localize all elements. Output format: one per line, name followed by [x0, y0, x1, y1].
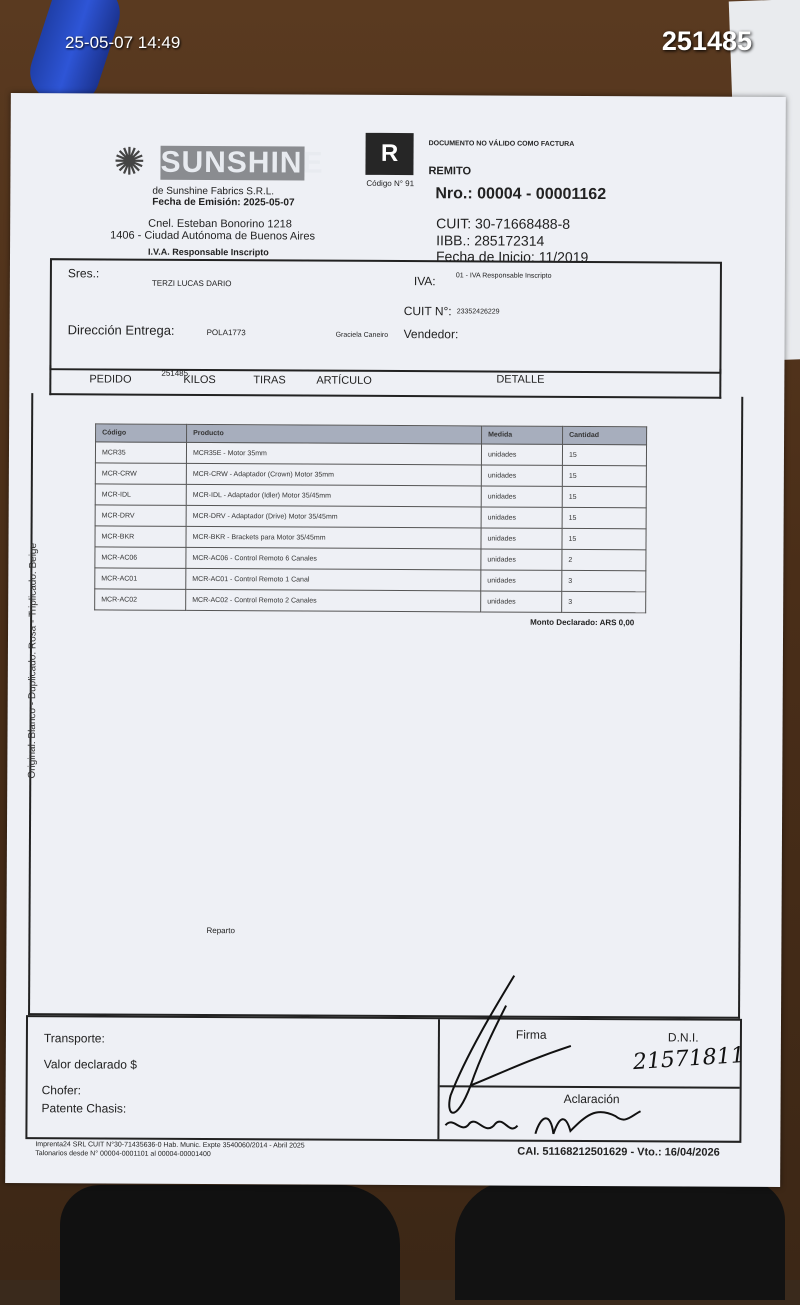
customer-box: [49, 258, 722, 374]
doc-number: Nro.: 00004 - 00001162: [435, 185, 607, 204]
cell-cantidad: 15: [562, 465, 646, 486]
cell-producto: MCR-CRW - Adaptador (Crown) Motor 35mm: [186, 463, 481, 486]
table-row: [95, 568, 646, 592]
handwritten-dni: 21571811: [632, 1042, 746, 1076]
cell-medida: unidades: [481, 486, 562, 507]
right-shoe: [455, 1180, 785, 1300]
company-address-line2: 1406 - Ciudad Autónoma de Buenos Aires: [110, 229, 316, 243]
cell-codigo: MCR35: [95, 442, 186, 463]
doc-iibb: IIBB.: 285172314: [436, 232, 545, 249]
cai-info: CAI. 51168212501629 - Vto.: 16/04/2026: [517, 1145, 720, 1159]
table-row: [95, 505, 646, 529]
firma-label: Firma: [515, 1027, 547, 1042]
doc-type: REMITO: [428, 165, 472, 178]
header-cantidad: Cantidad: [563, 426, 647, 444]
sun-logo-icon: ✺: [113, 141, 146, 184]
cell-medida: unidades: [481, 528, 562, 549]
address-value: POLA1773: [206, 328, 246, 338]
cell-codigo: MCR-AC02: [95, 589, 186, 610]
not-valid-notice: DOCUMENTO NO VÁLIDO COMO FACTURA: [428, 140, 575, 148]
cell-producto: MCR-DRV - Adaptador (Drive) Motor 35/45mm: [186, 505, 481, 528]
cell-producto: MCR-AC01 - Control Remoto 1 Canal: [186, 568, 481, 591]
photo-timestamp: 25-05-07 14:49: [65, 33, 181, 52]
table-row: [95, 484, 646, 508]
valor-declarado-label: Valor declarado $: [43, 1057, 137, 1072]
items-table: [94, 423, 647, 613]
detalle-label: DETALLE: [496, 373, 545, 386]
cell-cantidad: 15: [562, 507, 646, 528]
table-row: [95, 589, 646, 613]
patente-label: Patente Chasis:: [41, 1101, 127, 1116]
cell-medida: unidades: [481, 444, 562, 465]
iva-value: 01 - IVA Responsable Inscripto: [455, 272, 552, 280]
cell-cantidad: 3: [562, 591, 646, 612]
signature-scribble: [425, 965, 726, 1147]
tiras-label: TIRAS: [253, 374, 286, 387]
cell-producto: MCR-IDL - Adaptador (Idler) Motor 35/45mm: [186, 484, 481, 507]
company-logo: SUNSHINE: [160, 145, 324, 180]
address-label: Dirección Entrega:: [67, 322, 175, 338]
company-address-line1: Cnel. Esteban Bonorino 1218: [148, 217, 292, 231]
issue-date: Fecha de Emisión: 2025-05-07: [152, 196, 295, 209]
cell-codigo: MCR-AC01: [95, 568, 186, 589]
table-row: [95, 547, 646, 571]
cuit-label: CUIT N°:: [403, 304, 452, 319]
declared-amount: Monto Declarado: ARS 0,00: [530, 617, 635, 628]
table-row: [95, 463, 646, 487]
doc-code: Código N° 91: [366, 178, 415, 189]
cell-medida: unidades: [481, 465, 562, 486]
doc-start-date: Fecha de Inicio: 11/2019: [435, 248, 589, 266]
cell-codigo: MCR-AC06: [95, 547, 186, 568]
doc-cuit: CUIT: 30-71668488-8: [436, 215, 571, 232]
cell-medida: unidades: [481, 549, 562, 570]
cell-cantidad: 3: [562, 570, 646, 591]
cell-producto: MCR35E - Motor 35mm: [186, 442, 481, 465]
customer-name: TERZI LUCAS DARIO: [151, 278, 232, 289]
cell-producto: MCR-AC02 - Control Remoto 2 Canales: [186, 589, 481, 612]
cell-codigo: MCR-DRV: [95, 505, 186, 526]
iva-label: IVA:: [413, 274, 436, 289]
cell-medida: unidades: [481, 570, 562, 591]
cell-medida: unidades: [481, 591, 562, 612]
header-medida: Medida: [482, 426, 563, 444]
doc-letter-box: R: [365, 133, 413, 175]
cell-codigo: MCR-BKR: [95, 526, 186, 547]
company-legal-name: de Sunshine Fabrics S.R.L.: [152, 185, 275, 198]
cell-producto: MCR-AC06 - Control Remoto 6 Canales: [186, 547, 481, 570]
aclaracion-label: Aclaración: [563, 1091, 620, 1107]
reparto-note: Reparto: [206, 926, 235, 936]
cell-codigo: MCR-CRW: [95, 463, 186, 484]
left-shoe: [60, 1185, 400, 1305]
table-row: [95, 442, 646, 466]
cell-cantidad: 15: [562, 528, 646, 549]
company-iva: I.V.A. Responsable Inscripto: [148, 246, 269, 258]
header-producto: Producto: [187, 424, 482, 444]
cell-cantidad: 15: [562, 444, 646, 465]
sres-label: Sres.:: [67, 266, 100, 281]
remito-document: [5, 93, 786, 1187]
chofer-label: Chofer:: [41, 1083, 82, 1098]
cell-cantidad: 2: [562, 549, 646, 570]
table-row: [95, 526, 646, 550]
transporte-label: Transporte:: [43, 1031, 105, 1046]
kilos-label: KILOS: [183, 373, 216, 387]
seller-label: Vendedor:: [403, 327, 459, 342]
cuit-value: 23352426229: [456, 308, 500, 316]
printer-info: Imprenta24 SRL CUIT N°30-71435636-0 Hab. Munic. Expte 3540060/2014 - Abril 2025: [35, 1141, 305, 1150]
photo-order-id: 251485: [661, 26, 752, 56]
cell-codigo: MCR-IDL: [95, 484, 186, 505]
cell-producto: MCR-BKR - Brackets para Motor 35/45mm: [186, 526, 481, 549]
talonarios-info: Talonarios desde N° 00004-0001101 al 00004-00001400: [35, 1150, 211, 1159]
articulo-label: ARTÍCULO: [316, 374, 372, 387]
cell-medida: unidades: [481, 507, 562, 528]
pedido-value: 251485: [161, 368, 189, 378]
seller-name: Graciela Caneiro: [335, 331, 389, 339]
pedido-label: PEDIDO: [89, 373, 132, 386]
dni-label: D.N.I.: [667, 1030, 699, 1045]
copy-color-note: Original: Blanco - Duplicado: Rosa - Triplicado: Beige: [26, 542, 40, 779]
header-codigo: Código: [96, 424, 187, 442]
cell-cantidad: 15: [562, 486, 646, 507]
